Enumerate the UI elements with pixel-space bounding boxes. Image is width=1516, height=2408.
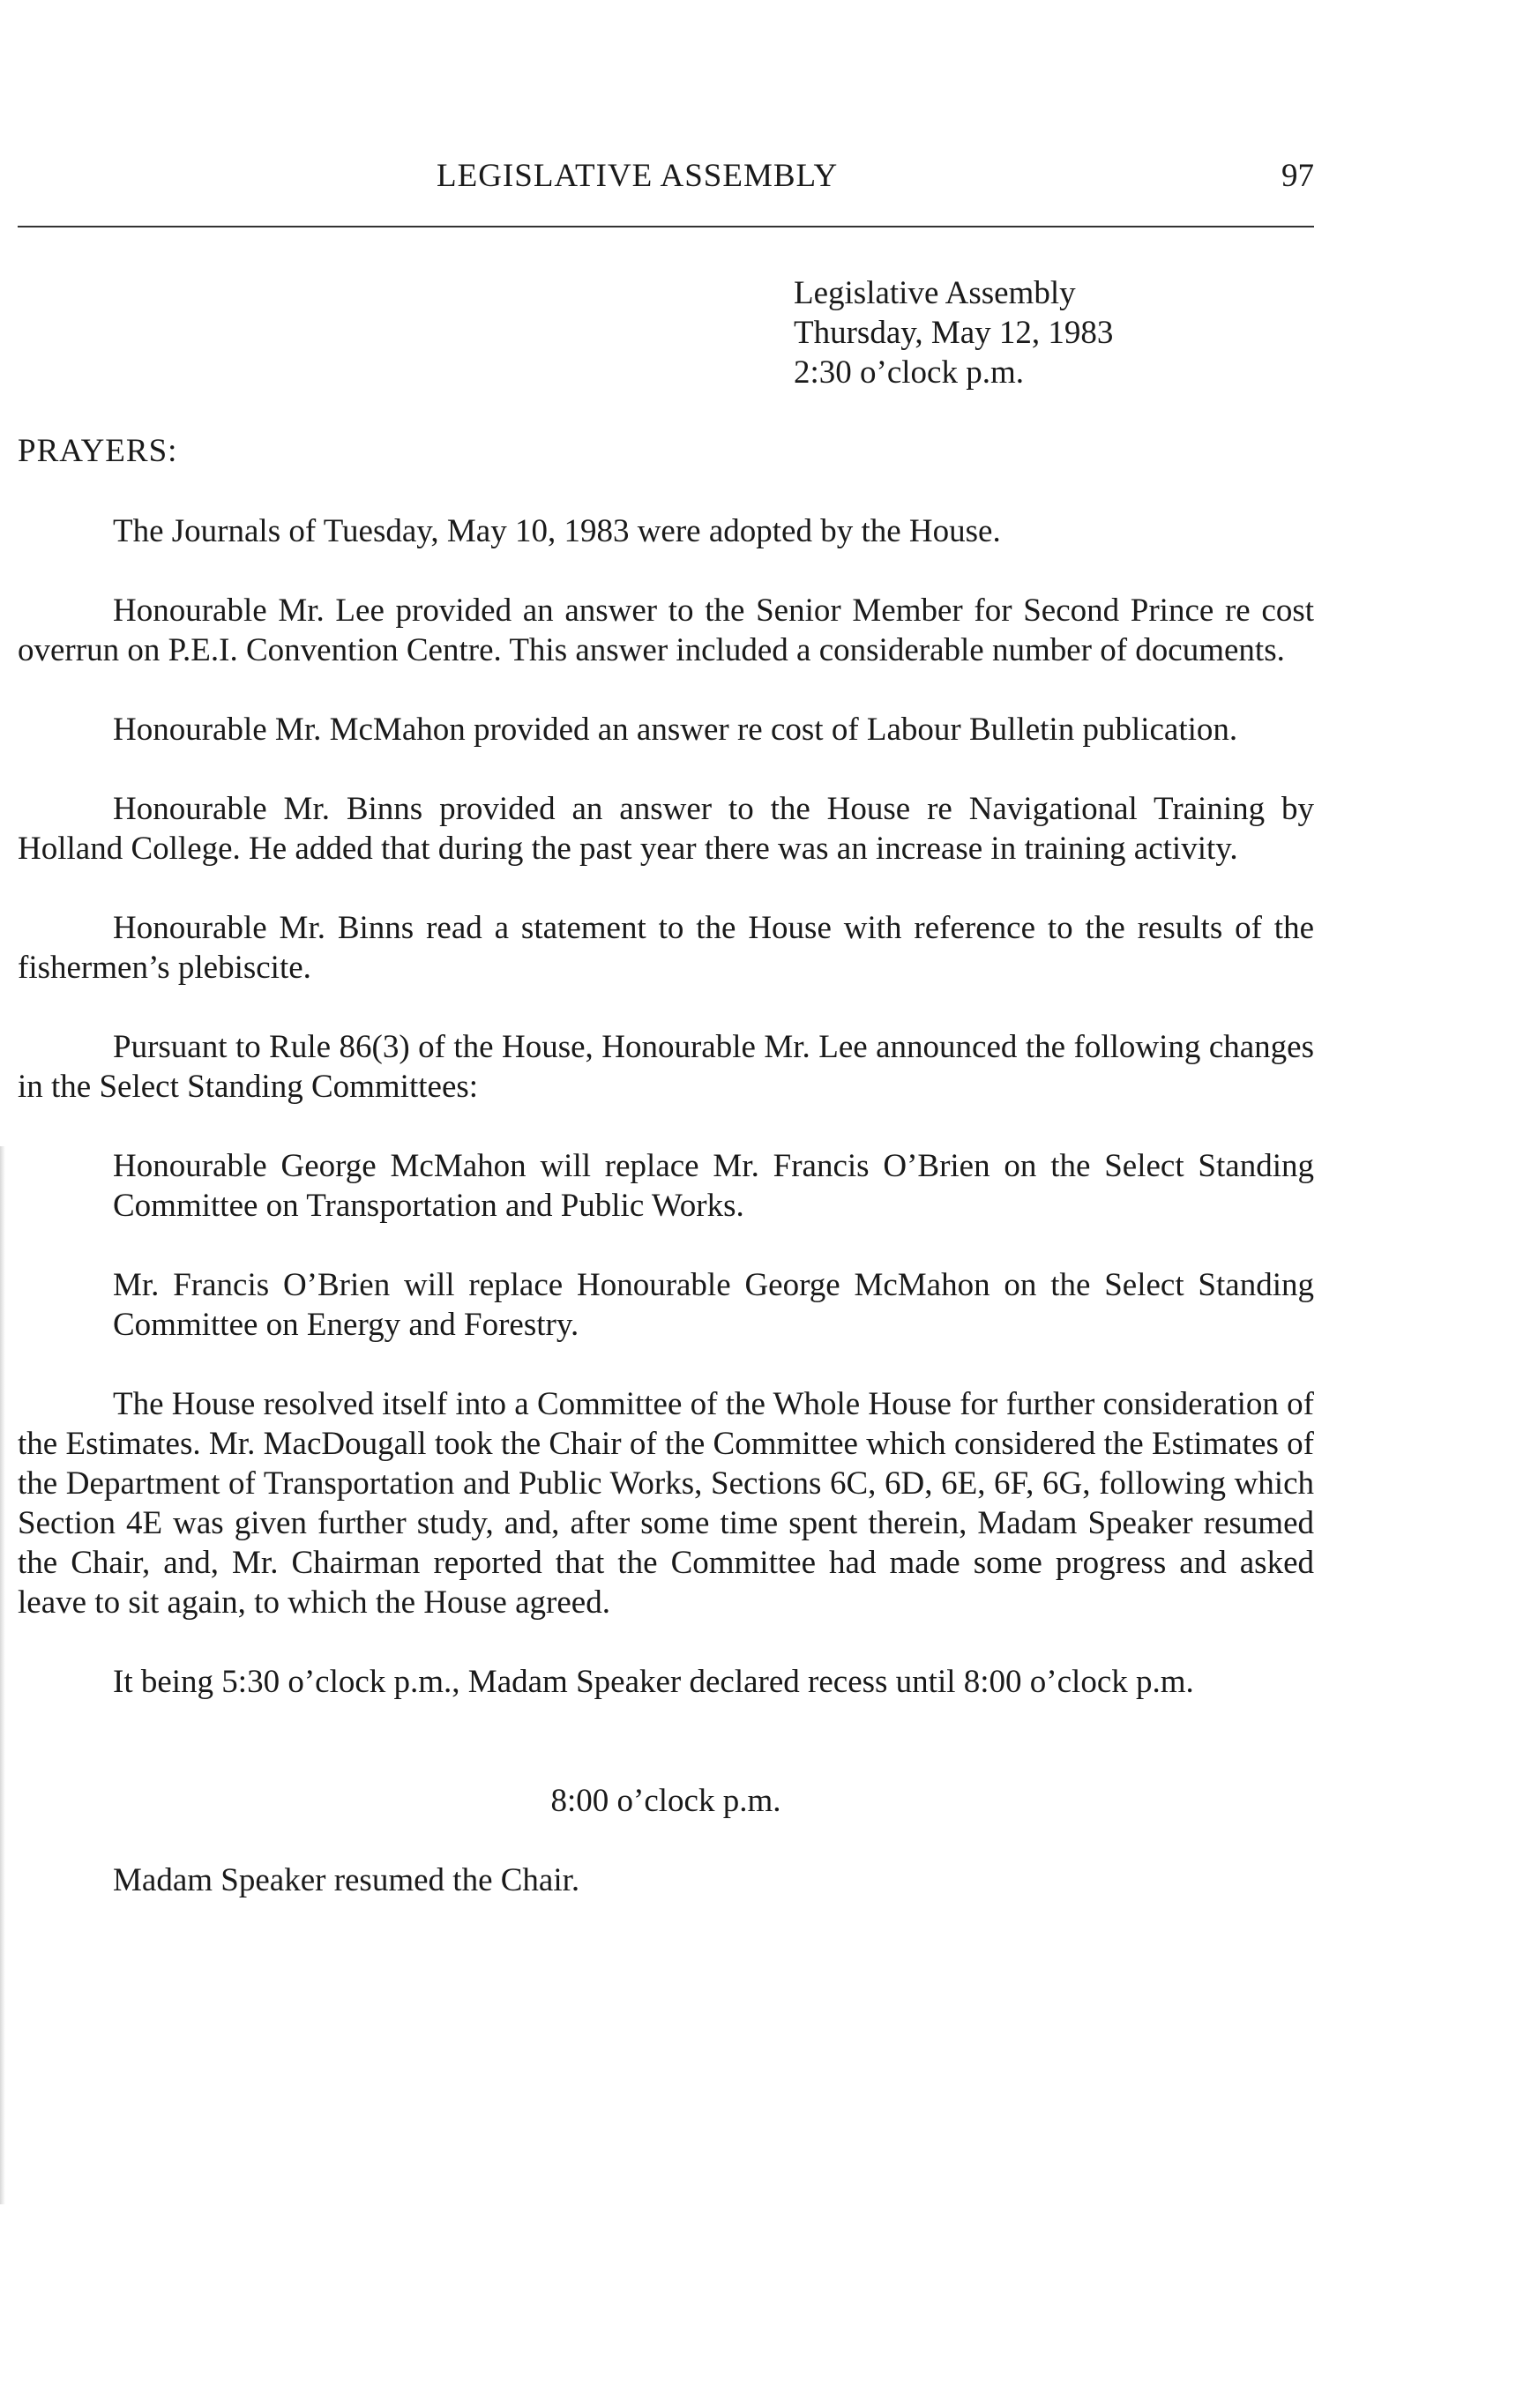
running-head	[18, 157, 1314, 210]
scan-edge-shadow	[0, 1146, 5, 2204]
paragraph-committee-change-1: Honourable George McMahon will replace Mr. Francis O’Brien on the Select Standing Committee on Transportation and Public Works.	[113, 1148, 1314, 1224]
page-number: 97	[1281, 158, 1314, 194]
dateline-date: Thursday, May 12, 1983	[794, 315, 1114, 351]
running-title: LEGISLATIVE ASSEMBLY	[437, 158, 839, 194]
paragraph-journals-adopted: The Journals of Tuesday, May 10, 1983 were adopted by the House.	[113, 513, 1001, 549]
paragraph-speaker-resumed: Madam Speaker resumed the Chair.	[113, 1862, 580, 1898]
journal-body	[18, 511, 1314, 1940]
paragraph-committee-change-2: Mr. Francis O’Brien will replace Honourable George McMahon on the Select Standing Committee on Energy and Forestry.	[113, 1267, 1314, 1343]
paragraph-committee-of-whole: The House resolved itself into a Committee of the Whole House for further consideration of the Estimates. Mr. MacDougall took the Chair of the Committee which considered the Estimates of the Department of Transportation and Public Works, Sections 6C, 6D, 6E, 6F, 6G, following which Section 4E was given further study, and, after some time spent therein, Madam Speaker resumed the Chair, and, Mr. Chairman reported that the Committee had made some progress and asked leave to sit again, to which the House agreed.	[18, 1386, 1314, 1621]
dateline	[794, 273, 1113, 392]
evening-time-heading: 8:00 o’clock p.m.	[550, 1783, 781, 1819]
paragraph-rule-86: Pursuant to Rule 86(3) of the House, Honourable Mr. Lee announced the following changes in the Select Standing Committees:	[18, 1029, 1314, 1105]
paragraph-binns-answer: Honourable Mr. Binns provided an answer to the House re Navigational Training by Holland College. He added that during the past year there was an increase in training activity.	[18, 791, 1314, 867]
header-rule	[18, 226, 1314, 227]
paragraph-lee-answer: Honourable Mr. Lee provided an answer to the Senior Member for Second Prince re cost overrun on P.E.I. Convention Centre. This answer included a considerable number of documents.	[18, 593, 1314, 668]
section-heading-prayers: PRAYERS:	[18, 433, 178, 469]
dateline-assembly: Legislative Assembly	[794, 275, 1076, 311]
paragraph-mcmahon-answer: Honourable Mr. McMahon provided an answer re cost of Labour Bulletin publication.	[113, 712, 1238, 748]
dateline-time: 2:30 o’clock p.m.	[794, 354, 1025, 391]
paragraph-recess: It being 5:30 o’clock p.m., Madam Speaker declared recess until 8:00 o’clock p.m.	[113, 1664, 1194, 1700]
paragraph-binns-statement: Honourable Mr. Binns read a statement to the House with reference to the results of the fishermen’s plebiscite.	[18, 910, 1314, 986]
